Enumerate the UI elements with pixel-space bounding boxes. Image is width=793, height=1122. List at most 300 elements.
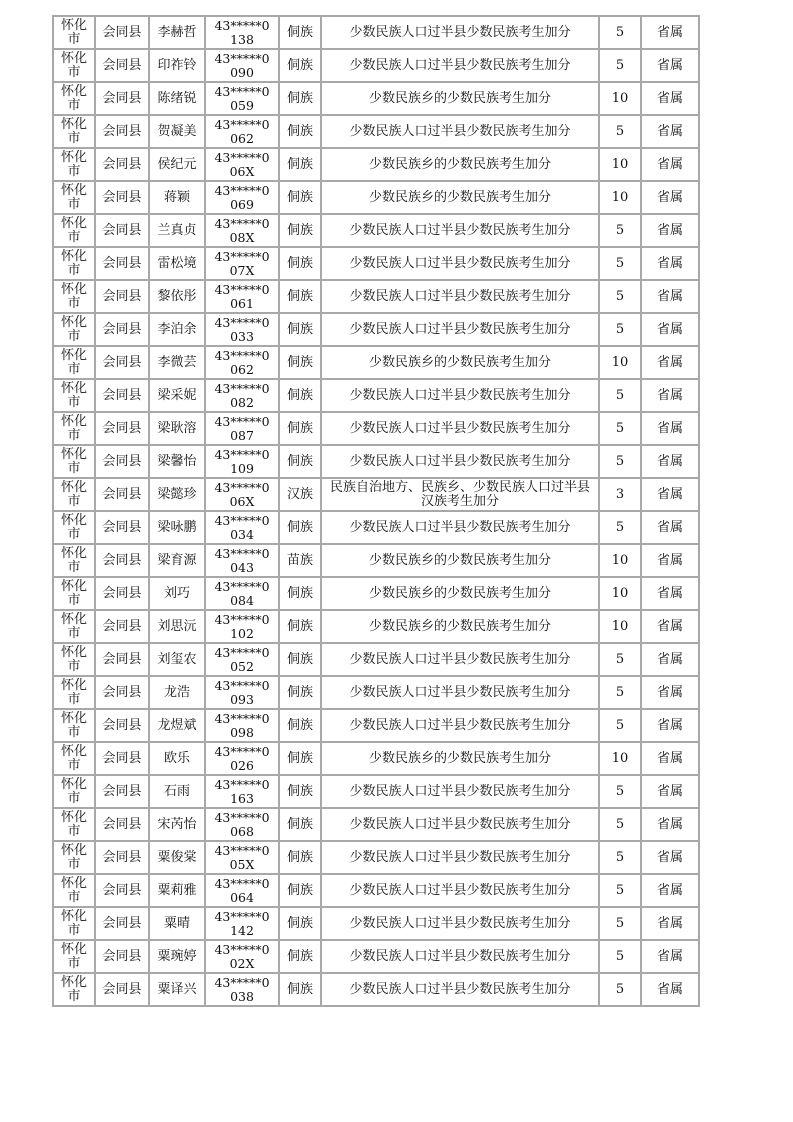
county-cell: 会同县 — [95, 82, 149, 115]
id-number-cell — [205, 775, 279, 808]
name-cell: 粟俊棠 — [149, 841, 205, 874]
table-row — [53, 115, 699, 148]
id-number-cell-text: 43*****0098 — [214, 710, 270, 740]
city-cell — [53, 676, 95, 709]
id-number-cell-text: 43*****0138 — [214, 17, 270, 47]
table-row — [53, 82, 699, 115]
bonus-reason-cell: 少数民族人口过半县少数民族考生加分 — [321, 709, 599, 742]
county-cell: 会同县 — [95, 247, 149, 280]
bonus-reason-cell: 少数民族人口过半县少数民族考生加分 — [321, 214, 599, 247]
table-row — [53, 643, 699, 676]
bonus-reason-cell: 少数民族人口过半县少数民族考生加分 — [321, 775, 599, 808]
bonus-points-cell: 5 — [599, 643, 641, 676]
bonus-reason-cell: 少数民族人口过半县少数民族考生加分 — [321, 973, 599, 1006]
bonus-reason-cell: 少数民族乡的少数民族考生加分 — [321, 544, 599, 577]
category-cell: 省属 — [641, 610, 699, 643]
ethnicity-cell: 侗族 — [279, 49, 321, 82]
bonus-reason-cell: 少数民族人口过半县少数民族考生加分 — [321, 313, 599, 346]
city-cell — [53, 841, 95, 874]
city-cell — [53, 412, 95, 445]
bonus-reason-cell: 少数民族人口过半县少数民族考生加分 — [321, 808, 599, 841]
id-number-cell-text: 43*****0061 — [214, 281, 270, 311]
category-cell: 省属 — [641, 808, 699, 841]
bonus-points-cell: 10 — [599, 181, 641, 214]
bonus-points-cell: 5 — [599, 445, 641, 478]
county-cell: 会同县 — [95, 115, 149, 148]
id-number-cell-text: 43*****0038 — [214, 974, 270, 1004]
category-cell: 省属 — [641, 577, 699, 610]
city-cell — [53, 445, 95, 478]
bonus-points-cell: 5 — [599, 841, 641, 874]
city-cell — [53, 148, 95, 181]
city-cell-text: 怀化市 — [60, 215, 87, 245]
city-cell — [53, 544, 95, 577]
table-row — [53, 973, 699, 1006]
city-cell-text: 怀化市 — [60, 281, 87, 311]
id-number-cell-text: 43*****0052 — [214, 644, 270, 674]
ethnicity-cell: 侗族 — [279, 775, 321, 808]
bonus-points-cell: 10 — [599, 544, 641, 577]
id-number-cell — [205, 346, 279, 379]
city-cell — [53, 181, 95, 214]
city-cell-text: 怀化市 — [60, 644, 87, 674]
bonus-reason-cell: 少数民族乡的少数民族考生加分 — [321, 82, 599, 115]
name-cell: 李赫哲 — [149, 16, 205, 49]
city-cell-text: 怀化市 — [60, 347, 87, 377]
city-cell — [53, 709, 95, 742]
bonus-reason-cell: 少数民族乡的少数民族考生加分 — [321, 346, 599, 379]
ethnicity-cell: 侗族 — [279, 214, 321, 247]
category-cell: 省属 — [641, 907, 699, 940]
bonus-points-cell: 5 — [599, 511, 641, 544]
table-row — [53, 610, 699, 643]
bonus-reason-cell: 少数民族人口过半县少数民族考生加分 — [321, 280, 599, 313]
category-cell: 省属 — [641, 940, 699, 973]
county-cell: 会同县 — [95, 379, 149, 412]
county-cell: 会同县 — [95, 643, 149, 676]
id-number-cell — [205, 313, 279, 346]
county-cell: 会同县 — [95, 511, 149, 544]
bonus-points-cell: 5 — [599, 907, 641, 940]
city-cell — [53, 82, 95, 115]
table-row — [53, 907, 699, 940]
table-row — [53, 874, 699, 907]
bonus-points-cell: 5 — [599, 49, 641, 82]
county-cell: 会同县 — [95, 808, 149, 841]
table-row — [53, 742, 699, 775]
table-row — [53, 346, 699, 379]
table-row — [53, 49, 699, 82]
city-cell-text: 怀化市 — [60, 248, 87, 278]
bonus-reason-cell: 少数民族人口过半县少数民族考生加分 — [321, 676, 599, 709]
city-cell-text: 怀化市 — [60, 182, 87, 212]
ethnicity-cell: 侗族 — [279, 16, 321, 49]
name-cell: 雷松境 — [149, 247, 205, 280]
id-number-cell — [205, 280, 279, 313]
county-cell: 会同县 — [95, 49, 149, 82]
id-number-cell-text: 43*****0142 — [214, 908, 270, 938]
name-cell: 粟莉雅 — [149, 874, 205, 907]
bonus-reason-cell: 少数民族人口过半县少数民族考生加分 — [321, 445, 599, 478]
category-cell: 省属 — [641, 445, 699, 478]
city-cell-text: 怀化市 — [60, 809, 87, 839]
county-cell: 会同县 — [95, 841, 149, 874]
county-cell: 会同县 — [95, 610, 149, 643]
bonus-reason-cell: 少数民族人口过半县少数民族考生加分 — [321, 16, 599, 49]
city-cell — [53, 247, 95, 280]
id-number-cell-text: 43*****0087 — [214, 413, 270, 443]
ethnicity-cell: 侗族 — [279, 808, 321, 841]
table-row — [53, 511, 699, 544]
city-cell-text: 怀化市 — [60, 479, 87, 509]
name-cell: 贺凝美 — [149, 115, 205, 148]
city-cell-text: 怀化市 — [60, 677, 87, 707]
bonus-points-cell: 5 — [599, 973, 641, 1006]
name-cell: 梁咏鹏 — [149, 511, 205, 544]
ethnicity-cell: 侗族 — [279, 973, 321, 1006]
ethnicity-cell: 侗族 — [279, 247, 321, 280]
bonus-points-cell: 5 — [599, 775, 641, 808]
city-cell-text: 怀化市 — [60, 578, 87, 608]
id-number-cell-text: 43*****002X — [214, 941, 270, 971]
ethnicity-cell: 汉族 — [279, 478, 321, 511]
city-cell — [53, 973, 95, 1006]
category-cell: 省属 — [641, 214, 699, 247]
name-cell: 龙浩 — [149, 676, 205, 709]
city-cell-text: 怀化市 — [60, 974, 87, 1004]
name-cell: 梁采妮 — [149, 379, 205, 412]
id-number-cell — [205, 478, 279, 511]
category-cell: 省属 — [641, 775, 699, 808]
ethnicity-cell: 侗族 — [279, 709, 321, 742]
id-number-cell-text: 43*****0102 — [214, 611, 270, 641]
city-cell-text: 怀化市 — [60, 17, 87, 47]
county-cell: 会同县 — [95, 412, 149, 445]
city-cell-text: 怀化市 — [60, 743, 87, 773]
id-number-cell-text: 43*****0090 — [214, 50, 270, 80]
name-cell: 侯纪元 — [149, 148, 205, 181]
table-row — [53, 16, 699, 49]
name-cell: 刘玺农 — [149, 643, 205, 676]
ethnicity-cell: 侗族 — [279, 313, 321, 346]
bonus-points-cell: 10 — [599, 577, 641, 610]
county-cell: 会同县 — [95, 709, 149, 742]
bonus-points-cell: 5 — [599, 709, 641, 742]
table-row — [53, 544, 699, 577]
ethnicity-cell: 侗族 — [279, 577, 321, 610]
name-cell: 陈绪锐 — [149, 82, 205, 115]
city-cell — [53, 313, 95, 346]
table-row — [53, 709, 699, 742]
id-number-cell-text: 43*****0082 — [214, 380, 270, 410]
table-row — [53, 775, 699, 808]
name-cell: 粟琬婷 — [149, 940, 205, 973]
county-cell: 会同县 — [95, 544, 149, 577]
name-cell: 石雨 — [149, 775, 205, 808]
name-cell: 粟译兴 — [149, 973, 205, 1006]
category-cell: 省属 — [641, 148, 699, 181]
name-cell: 梁育源 — [149, 544, 205, 577]
bonus-reason-cell: 少数民族乡的少数民族考生加分 — [321, 742, 599, 775]
county-cell: 会同县 — [95, 874, 149, 907]
bonus-points-cell: 5 — [599, 214, 641, 247]
id-number-cell-text: 43*****0109 — [214, 446, 270, 476]
bonus-reason-cell: 少数民族人口过半县少数民族考生加分 — [321, 874, 599, 907]
name-cell: 龙煜斌 — [149, 709, 205, 742]
table-row — [53, 808, 699, 841]
city-cell-text: 怀化市 — [60, 776, 87, 806]
category-cell: 省属 — [641, 478, 699, 511]
ethnicity-cell: 侗族 — [279, 874, 321, 907]
county-cell: 会同县 — [95, 214, 149, 247]
city-cell — [53, 808, 95, 841]
id-number-cell-text: 43*****0033 — [214, 314, 270, 344]
id-number-cell — [205, 49, 279, 82]
id-number-cell — [205, 808, 279, 841]
city-cell-text: 怀化市 — [60, 83, 87, 113]
city-cell-text: 怀化市 — [60, 908, 87, 938]
city-cell-text: 怀化市 — [60, 380, 87, 410]
bonus-points-cell: 5 — [599, 313, 641, 346]
id-number-cell-text: 43*****007X — [214, 248, 270, 278]
category-cell: 省属 — [641, 874, 699, 907]
table-row — [53, 214, 699, 247]
ethnicity-cell: 侗族 — [279, 346, 321, 379]
bonus-points-table — [52, 15, 700, 1007]
ethnicity-cell: 侗族 — [279, 511, 321, 544]
bonus-points-cell: 5 — [599, 874, 641, 907]
category-cell: 省属 — [641, 313, 699, 346]
ethnicity-cell: 侗族 — [279, 610, 321, 643]
ethnicity-cell: 侗族 — [279, 181, 321, 214]
name-cell: 梁馨怡 — [149, 445, 205, 478]
county-cell: 会同县 — [95, 676, 149, 709]
ethnicity-cell: 侗族 — [279, 445, 321, 478]
id-number-cell — [205, 412, 279, 445]
name-cell: 宋芮怡 — [149, 808, 205, 841]
name-cell: 黎依彤 — [149, 280, 205, 313]
id-number-cell — [205, 214, 279, 247]
bonus-points-cell: 3 — [599, 478, 641, 511]
category-cell: 省属 — [641, 247, 699, 280]
name-cell: 李微芸 — [149, 346, 205, 379]
name-cell: 刘巧 — [149, 577, 205, 610]
table-row — [53, 379, 699, 412]
bonus-reason-cell: 少数民族人口过半县少数民族考生加分 — [321, 643, 599, 676]
category-cell: 省属 — [641, 49, 699, 82]
table-body — [53, 16, 699, 1006]
name-cell: 梁懿珍 — [149, 478, 205, 511]
name-cell: 欧乐 — [149, 742, 205, 775]
bonus-points-cell: 5 — [599, 115, 641, 148]
ethnicity-cell: 侗族 — [279, 115, 321, 148]
id-number-cell-text: 43*****0043 — [214, 545, 270, 575]
county-cell: 会同县 — [95, 577, 149, 610]
table-row — [53, 181, 699, 214]
name-cell: 粟晴 — [149, 907, 205, 940]
category-cell: 省属 — [641, 643, 699, 676]
bonus-reason-cell: 少数民族乡的少数民族考生加分 — [321, 610, 599, 643]
county-cell: 会同县 — [95, 16, 149, 49]
city-cell — [53, 511, 95, 544]
city-cell — [53, 280, 95, 313]
city-cell-text: 怀化市 — [60, 842, 87, 872]
ethnicity-cell: 侗族 — [279, 742, 321, 775]
id-number-cell — [205, 973, 279, 1006]
bonus-reason-cell: 少数民族人口过半县少数民族考生加分 — [321, 412, 599, 445]
bonus-reason-cell: 少数民族乡的少数民族考生加分 — [321, 577, 599, 610]
bonus-reason-cell: 少数民族人口过半县少数民族考生加分 — [321, 940, 599, 973]
city-cell — [53, 214, 95, 247]
id-number-cell-text: 43*****0034 — [214, 512, 270, 542]
county-cell: 会同县 — [95, 280, 149, 313]
city-cell — [53, 940, 95, 973]
bonus-points-cell: 5 — [599, 940, 641, 973]
county-cell: 会同县 — [95, 478, 149, 511]
table-row — [53, 940, 699, 973]
city-cell-text: 怀化市 — [60, 512, 87, 542]
city-cell — [53, 478, 95, 511]
id-number-cell-text: 43*****0062 — [214, 116, 270, 146]
bonus-reason-cell: 少数民族乡的少数民族考生加分 — [321, 148, 599, 181]
id-number-cell — [205, 874, 279, 907]
table-row — [53, 478, 699, 511]
city-cell-text: 怀化市 — [60, 446, 87, 476]
city-cell — [53, 49, 95, 82]
ethnicity-cell: 侗族 — [279, 412, 321, 445]
city-cell-text: 怀化市 — [60, 941, 87, 971]
name-cell: 李泊余 — [149, 313, 205, 346]
id-number-cell-text: 43*****0093 — [214, 677, 270, 707]
county-cell: 会同县 — [95, 907, 149, 940]
category-cell: 省属 — [641, 346, 699, 379]
id-number-cell — [205, 148, 279, 181]
id-number-cell-text: 43*****0163 — [214, 776, 270, 806]
bonus-reason-cell: 少数民族人口过半县少数民族考生加分 — [321, 379, 599, 412]
id-number-cell-text: 43*****005X — [214, 842, 270, 872]
bonus-points-cell: 5 — [599, 412, 641, 445]
id-number-cell — [205, 643, 279, 676]
city-cell — [53, 874, 95, 907]
id-number-cell — [205, 709, 279, 742]
id-number-cell — [205, 511, 279, 544]
id-number-cell — [205, 181, 279, 214]
city-cell-text: 怀化市 — [60, 545, 87, 575]
county-cell: 会同县 — [95, 775, 149, 808]
bonus-points-cell: 5 — [599, 280, 641, 313]
city-cell — [53, 907, 95, 940]
ethnicity-cell: 侗族 — [279, 148, 321, 181]
city-cell — [53, 577, 95, 610]
city-cell — [53, 115, 95, 148]
county-cell: 会同县 — [95, 445, 149, 478]
id-number-cell — [205, 577, 279, 610]
id-number-cell-text: 43*****0026 — [214, 743, 270, 773]
bonus-points-cell: 5 — [599, 16, 641, 49]
name-cell: 刘思沅 — [149, 610, 205, 643]
city-cell — [53, 610, 95, 643]
id-number-cell — [205, 742, 279, 775]
id-number-cell-text: 43*****0064 — [214, 875, 270, 905]
id-number-cell-text: 43*****0068 — [214, 809, 270, 839]
id-number-cell-text: 43*****006X — [214, 479, 270, 509]
ethnicity-cell: 侗族 — [279, 907, 321, 940]
city-cell — [53, 775, 95, 808]
bonus-reason-cell: 少数民族人口过半县少数民族考生加分 — [321, 841, 599, 874]
category-cell: 省属 — [641, 280, 699, 313]
table-row — [53, 247, 699, 280]
city-cell-text: 怀化市 — [60, 314, 87, 344]
bonus-reason-cell: 少数民族人口过半县少数民族考生加分 — [321, 115, 599, 148]
bonus-reason-cell: 民族自治地方、民族乡、少数民族人口过半县汉族考生加分 — [321, 478, 599, 511]
ethnicity-cell: 侗族 — [279, 82, 321, 115]
county-cell: 会同县 — [95, 973, 149, 1006]
id-number-cell — [205, 676, 279, 709]
name-cell: 梁耿溶 — [149, 412, 205, 445]
name-cell: 兰真贞 — [149, 214, 205, 247]
ethnicity-cell: 侗族 — [279, 643, 321, 676]
city-cell-text: 怀化市 — [60, 50, 87, 80]
name-cell: 蒋颖 — [149, 181, 205, 214]
ethnicity-cell: 侗族 — [279, 940, 321, 973]
id-number-cell — [205, 940, 279, 973]
category-cell: 省属 — [641, 742, 699, 775]
city-cell-text: 怀化市 — [60, 611, 87, 641]
bonus-reason-cell: 少数民族人口过半县少数民族考生加分 — [321, 247, 599, 280]
city-cell — [53, 379, 95, 412]
city-cell-text: 怀化市 — [60, 149, 87, 179]
bonus-reason-cell: 少数民族人口过半县少数民族考生加分 — [321, 907, 599, 940]
id-number-cell-text: 43*****0062 — [214, 347, 270, 377]
id-number-cell — [205, 115, 279, 148]
id-number-cell — [205, 544, 279, 577]
bonus-points-cell: 5 — [599, 808, 641, 841]
category-cell: 省属 — [641, 412, 699, 445]
id-number-cell-text: 43*****006X — [214, 149, 270, 179]
ethnicity-cell: 侗族 — [279, 280, 321, 313]
ethnicity-cell: 侗族 — [279, 841, 321, 874]
county-cell: 会同县 — [95, 940, 149, 973]
county-cell: 会同县 — [95, 148, 149, 181]
table-row — [53, 577, 699, 610]
table-row — [53, 313, 699, 346]
category-cell: 省属 — [641, 973, 699, 1006]
bonus-reason-cell: 少数民族人口过半县少数民族考生加分 — [321, 511, 599, 544]
bonus-points-cell: 10 — [599, 610, 641, 643]
id-number-cell-text: 43*****008X — [214, 215, 270, 245]
bonus-points-cell: 5 — [599, 676, 641, 709]
id-number-cell — [205, 379, 279, 412]
table-row — [53, 280, 699, 313]
bonus-points-cell: 10 — [599, 346, 641, 379]
id-number-cell — [205, 907, 279, 940]
city-cell-text: 怀化市 — [60, 413, 87, 443]
id-number-cell — [205, 610, 279, 643]
bonus-points-cell: 10 — [599, 148, 641, 181]
county-cell: 会同县 — [95, 742, 149, 775]
bonus-reason-cell: 少数民族人口过半县少数民族考生加分 — [321, 49, 599, 82]
table-row — [53, 148, 699, 181]
city-cell-text: 怀化市 — [60, 116, 87, 146]
table-row — [53, 676, 699, 709]
bonus-points-cell: 10 — [599, 82, 641, 115]
category-cell: 省属 — [641, 181, 699, 214]
county-cell: 会同县 — [95, 346, 149, 379]
bonus-points-cell: 5 — [599, 379, 641, 412]
city-cell — [53, 643, 95, 676]
table-row — [53, 841, 699, 874]
county-cell: 会同县 — [95, 181, 149, 214]
